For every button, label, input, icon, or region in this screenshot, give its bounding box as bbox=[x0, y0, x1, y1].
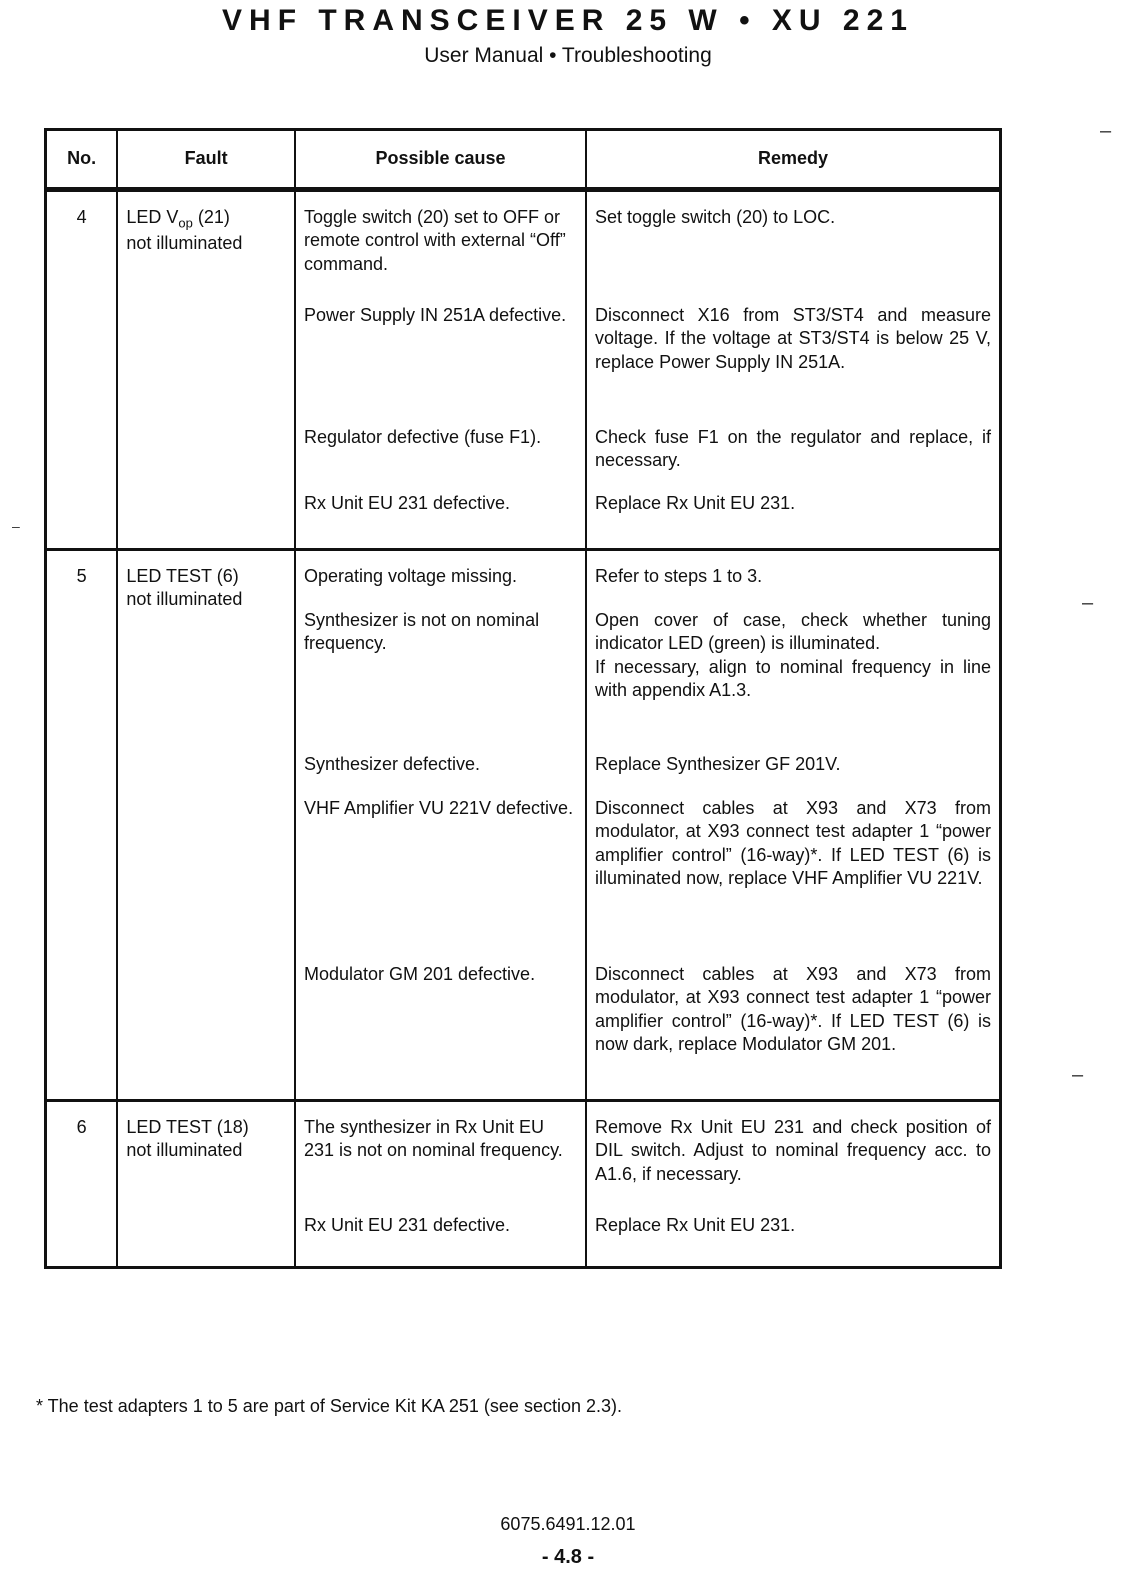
page-number: - 4.8 - bbox=[541, 1546, 595, 1568]
fault-description bbox=[117, 1101, 295, 1268]
fault-number: 6 bbox=[46, 1101, 118, 1268]
fault-text: LED TEST (18) bbox=[126, 1117, 249, 1137]
cause-entry: Rx Unit EU 231 defective. bbox=[303, 1215, 511, 1235]
table-row bbox=[46, 550, 1001, 1101]
remedy-entry: Remove Rx Unit EU 231 and check position of DIL switch. Adjust to nominal frequency acc. to A1.6, if necessary. bbox=[595, 1117, 991, 1184]
scan-mark: – bbox=[12, 518, 20, 534]
remedy-cell bbox=[586, 190, 1000, 550]
troubleshooting-table bbox=[44, 128, 1002, 1269]
cause-entry: Regulator defective (fuse F1). bbox=[303, 427, 542, 447]
column-header-remedy: Remedy bbox=[586, 130, 1000, 190]
cause-entry: Modulator GM 201 defective. bbox=[303, 964, 536, 984]
cause-entry: Synthesizer is not on nominal frequency. bbox=[303, 610, 540, 654]
remedy-entry bbox=[595, 609, 991, 739]
scan-mark: – bbox=[1082, 592, 1094, 614]
fault-description bbox=[117, 550, 295, 1101]
remedy-entry: Replace Rx Unit EU 231. bbox=[595, 1215, 796, 1235]
remedy-entry: Refer to steps 1 to 3. bbox=[595, 566, 763, 586]
scan-mark: – bbox=[1100, 120, 1112, 142]
cause-cell bbox=[295, 190, 586, 550]
cause-cell bbox=[295, 550, 586, 1101]
remedy-entry: Disconnect X16 from ST3/ST4 and measure voltage. If the voltage at ST3/ST4 is below 25 V, replace Power Supply IN 251A. bbox=[595, 305, 991, 372]
cause-entry: The synthesizer in Rx Unit EU 231 is not on nominal frequency. bbox=[303, 1117, 563, 1161]
cause-cell bbox=[295, 1101, 586, 1268]
table-row bbox=[46, 190, 1001, 550]
footnote: * The test adapters 1 to 5 are part of Service Kit KA 251 (see section 2.3). bbox=[36, 1396, 622, 1416]
cause-entry: VHF Amplifier VU 221V defective. bbox=[303, 798, 574, 818]
column-header-no: No. bbox=[46, 130, 118, 190]
remedy-entry: Disconnect cables at X93 and X73 from modulator, at X93 connect test adapter 1 “power amplifier control” (16-way)*. If LED TEST (6) is now dark, replace Modulator GM 201. bbox=[595, 964, 991, 1055]
page-title: VHF TRANSCEIVER 25 W • XU 221 bbox=[222, 4, 914, 37]
remedy-entry: Replace Rx Unit EU 231. bbox=[595, 493, 796, 513]
fault-text-suffix: (21) bbox=[192, 207, 230, 227]
fault-subscript: op bbox=[178, 215, 193, 231]
fault-text-line2: not illuminated bbox=[126, 233, 243, 254]
cause-entry: Toggle switch (20) set to OFF or remote control with external “Off” command. bbox=[303, 207, 566, 274]
fault-number: 4 bbox=[46, 190, 118, 550]
fault-description bbox=[117, 190, 295, 550]
fault-text: LED V bbox=[126, 207, 179, 227]
cause-entry: Rx Unit EU 231 defective. bbox=[303, 493, 511, 513]
remedy-entry: Replace Synthesizer GF 201V. bbox=[595, 754, 841, 774]
fault-text-line2: not illuminated bbox=[126, 589, 243, 610]
cause-entry: Synthesizer defective. bbox=[303, 754, 481, 774]
cause-entry: Operating voltage missing. bbox=[303, 566, 518, 586]
document-number: 6075.6491.12.01 bbox=[500, 1514, 636, 1534]
remedy-text: If necessary, align to nominal frequency in line with appendix A1.3. bbox=[595, 656, 991, 701]
page-subtitle: User Manual • Troubleshooting bbox=[424, 44, 712, 67]
column-header-cause: Possible cause bbox=[295, 130, 586, 190]
cause-entry: Power Supply IN 251A defective. bbox=[303, 305, 567, 325]
scan-mark: – bbox=[1072, 1064, 1084, 1086]
column-header-fault: Fault bbox=[117, 130, 295, 190]
table-row bbox=[46, 1101, 1001, 1268]
remedy-text: Open cover of case, check whether tuning indicator LED (green) is illuminated. bbox=[595, 610, 991, 654]
fault-text: LED TEST (6) bbox=[126, 566, 239, 586]
fault-number: 5 bbox=[46, 550, 118, 1101]
table-header-row bbox=[46, 130, 1001, 190]
fault-text-line2: not illuminated bbox=[126, 1140, 243, 1161]
remedy-entry: Set toggle switch (20) to LOC. bbox=[595, 207, 836, 227]
remedy-entry: Check fuse F1 on the regulator and replace, if necessary. bbox=[595, 427, 991, 471]
remedy-entry: Disconnect cables at X93 and X73 from modulator, at X93 connect test adapter 1 “power amplifier control” (16-way)*. If LED TEST (6) is illuminated now, replace VHF Amplifier VU 221V. bbox=[595, 798, 991, 889]
remedy-cell bbox=[586, 550, 1000, 1101]
remedy-cell bbox=[586, 1101, 1000, 1268]
